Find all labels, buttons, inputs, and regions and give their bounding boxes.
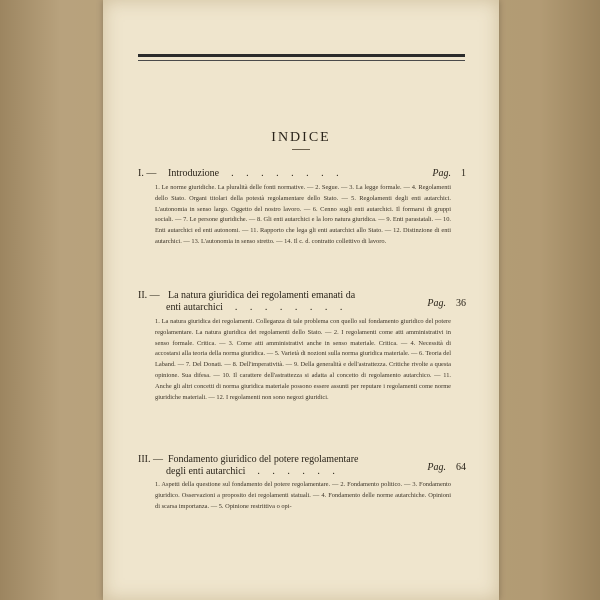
chapter-summary-1: 1. Le norme giuridiche. La pluralità delle fonti normative. — 2. Segue. — 3. La legge formale. — 4. Regolamenti dello Stato. Organi titolari della potestà regolamentare dello Stato. — 5. Regolamenti degli enti autarchici. L'autonomia in senso largo. Oggetto del nostro lavoro. — 6. Cenno sugli enti autarchici. Il formarsi di gruppi sociali. — 7. Le persone giuridiche. — 8. Gli enti autarchici e la loro natura giuridica. — 9. Enti parastatali. — 10. Enti autarchici ed enti autonomi. — 11. Rapporto che lega gli enti autarchici allo Stato. — 12. Distinzione di enti autarchici. — 13. L'autonomia in senso stretto. — 14. Il c. d. contratto collettivo di lavoro. (155, 184, 451, 245)
chapter-title: Fondamento giuridico del potere regolamentare (168, 454, 359, 465)
title-ornament-dash (292, 149, 310, 150)
leader-dots: . . . . . . . . (234, 302, 348, 313)
chapter-page-ref (427, 297, 466, 310)
header-thick-rule (138, 54, 465, 57)
page-label: Pag. (427, 298, 446, 309)
chapter-page-ref (432, 167, 466, 180)
chapter-heading-1 (138, 167, 466, 180)
chapter-title: La natura giuridica dei regolamenti emanati da (168, 290, 356, 301)
page-number: 64 (456, 462, 466, 473)
page-title: INDICE (271, 130, 331, 145)
chapter-number: I. — (138, 168, 157, 179)
chapter-heading-2-cont (138, 298, 466, 314)
chapter-number: III. — (138, 454, 163, 465)
chapter-title-cont: enti autarchici (166, 302, 223, 313)
page-label: Pag. (427, 462, 446, 473)
chapter-heading-3-cont (138, 462, 466, 478)
chapter-summary-3: 1. Aspetti della questione sul fondamento del potere regolamentare. — 2. Fondamento politico. — 3. Fondamento giuridico. Osservazioni a proposito dei regolamenti statuali. — 4. Fondamento delle norme autarchiche. Opinioni di scarsa importanza. — 5. Opinione restrittiva o opi- (155, 481, 451, 510)
page-number: 1 (461, 168, 466, 179)
chapter-title: Introduzione (168, 168, 220, 179)
header-thin-rule (138, 60, 465, 61)
leader-dots: . . . . . . (257, 466, 340, 477)
chapter-number: II. — (138, 290, 160, 301)
chapter-title-cont: degli enti autarchici (166, 466, 246, 477)
book-page (103, 0, 499, 600)
page-label: Pag. (432, 168, 451, 179)
chapter-page-ref (427, 461, 466, 474)
page-number: 36 (456, 298, 466, 309)
chapter-summary-2: 1. La natura giuridica dei regolamenti. Colleganza di tale problema con quello sul fondamento giuridico del potere regolamentare. La natura giuridica dei regolamenti dello Stato. — 2. I regolamenti come atti amministrativi in senso formale. Critica. — 3. Come atti amministrativi anche in senso materiale. Critica. — 4. Necessità di accostarsi alla teoria della norma giuridica. — 5. Varietà di nozioni sulla norma giuridica materiale. — 6. Teoria del Laband. — 7. Del Donati. — 8. Dell'imperatività. — 9. Della generalità e dell'astrattezza. Critiche rivolte a questa opinione. Sua difesa. — 10. Il carattere dell'astrattezza si adatta al concetto di regolamento autarchico. — 11. Anche gli altri concetti di norma giuridica materiale possono essere assunti per reputare i regolamenti come norme giuridiche materiali. — 12. I regolamenti non sono negozi giuridici. (155, 318, 451, 401)
leader-dots: . . . . . . . . (231, 168, 344, 179)
